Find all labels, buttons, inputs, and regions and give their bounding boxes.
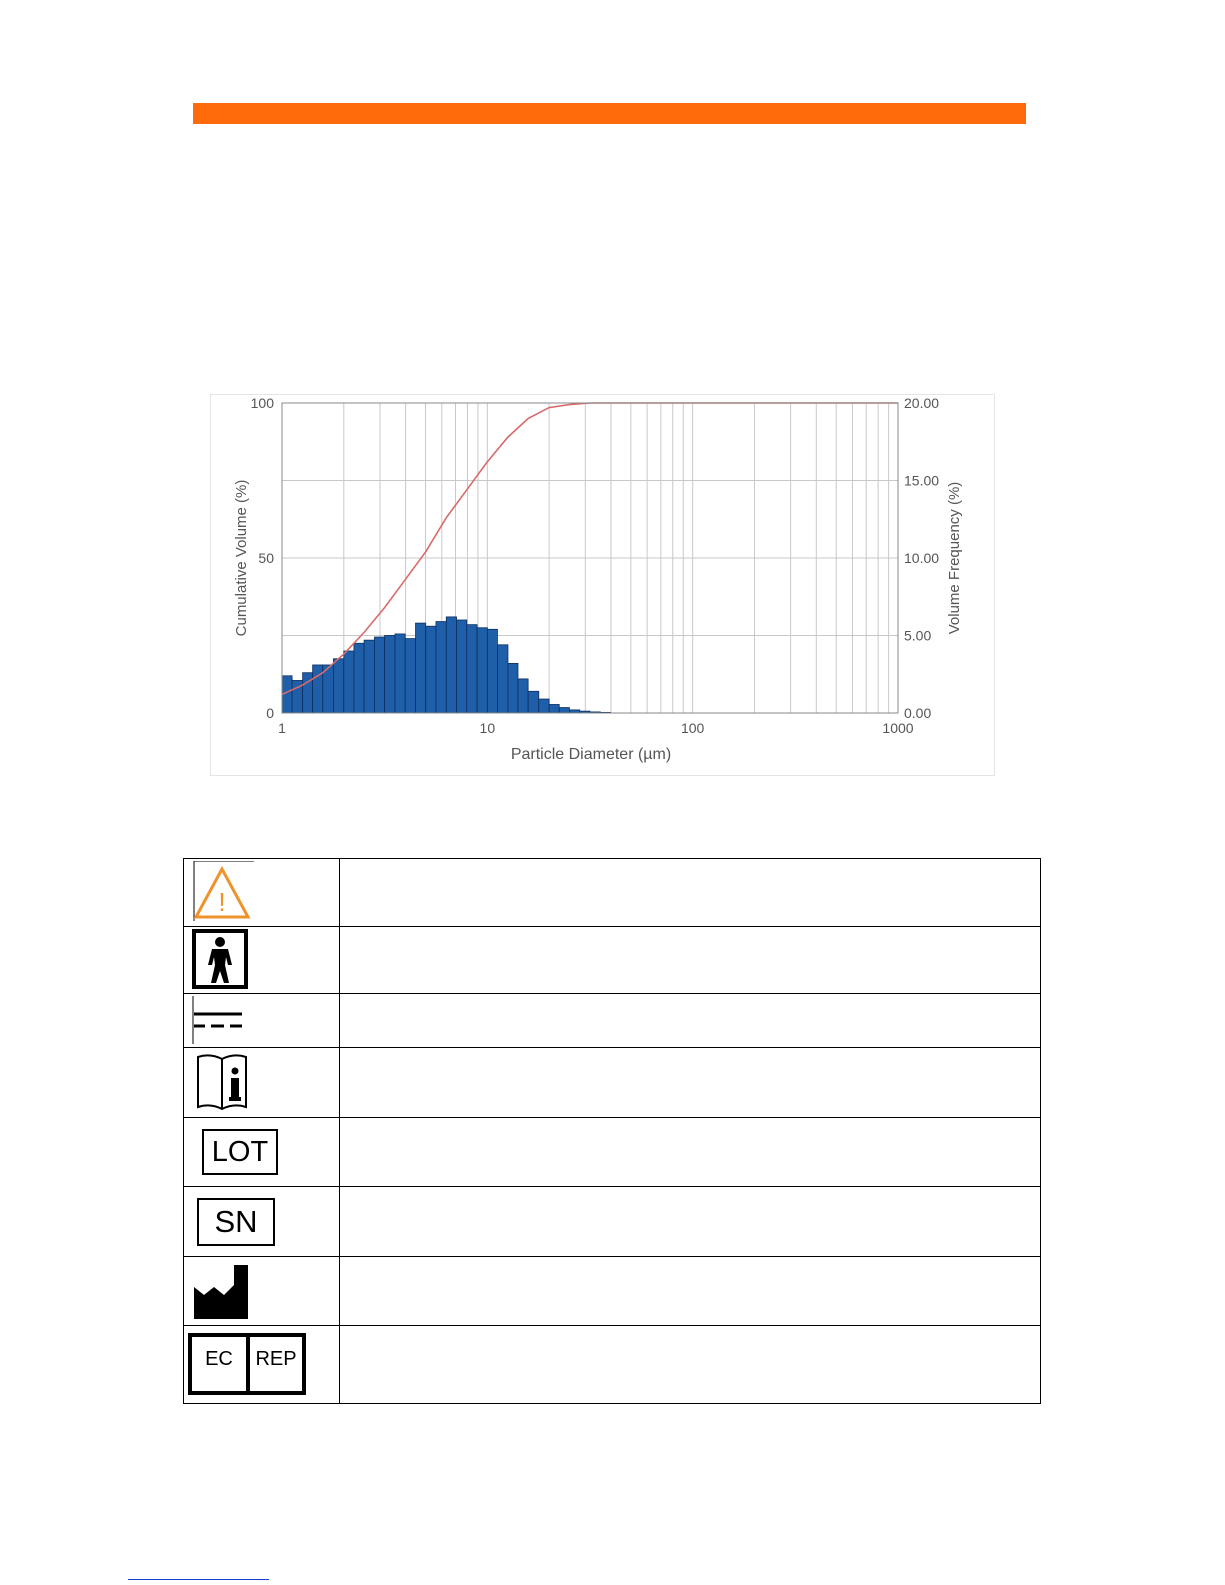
x-tick-label: 1 — [278, 720, 286, 736]
rep-label: REP — [255, 1348, 297, 1370]
y-tick-label: 50 — [258, 550, 274, 566]
warning-triangle-icon — [192, 861, 262, 925]
symbol-row — [184, 1326, 1041, 1404]
symbol-row — [184, 859, 1041, 927]
x-tick-label: 100 — [680, 720, 705, 736]
y2-tick-label: 15.00 — [904, 472, 940, 489]
symbol-row — [184, 927, 1041, 994]
frequency-bar — [426, 626, 436, 713]
symbol-row — [184, 1048, 1041, 1118]
y2-tick-label: 0.00 — [904, 705, 932, 721]
symbol-description — [340, 859, 1041, 927]
ec-rep-icon — [184, 1326, 339, 1403]
direct-current-icon — [192, 996, 252, 1046]
symbol-row — [184, 1187, 1041, 1257]
x-tick-label: 10 — [479, 720, 496, 736]
frequency-bar — [497, 645, 508, 713]
symbol-row — [184, 1257, 1041, 1326]
symbol-cell — [184, 1118, 340, 1187]
frequency-bar — [559, 708, 569, 713]
frequency-bar — [446, 617, 456, 713]
symbol-description — [340, 1048, 1041, 1118]
particle-size-chart — [210, 394, 995, 776]
symbol-row — [184, 1118, 1041, 1187]
x-tick-label: 1000 — [882, 720, 914, 736]
type-bf-applied-part-icon — [192, 929, 252, 991]
symbol-row — [184, 994, 1041, 1048]
frequency-bar — [303, 673, 313, 713]
symbol-description — [340, 1326, 1041, 1404]
frequency-bar — [508, 663, 518, 713]
symbol-description — [340, 1187, 1041, 1257]
frequency-bar — [344, 651, 354, 713]
frequency-bar — [385, 636, 395, 714]
symbol-cell — [184, 859, 340, 927]
frequency-bar — [467, 625, 477, 713]
y-axis-label: Cumulative Volume (%) — [233, 479, 250, 637]
frequency-bar — [313, 665, 323, 713]
frequency-bar — [405, 639, 415, 713]
frequency-bar — [374, 637, 384, 713]
x-axis-label: Particle Diameter (µm) — [510, 746, 672, 763]
frequency-bar — [354, 643, 364, 713]
symbol-cell — [184, 1048, 340, 1118]
serial-number-icon: SN — [197, 1198, 275, 1246]
y2-tick-label: 20.00 — [904, 395, 940, 411]
lot-number-icon: LOT — [202, 1129, 278, 1175]
frequency-bar — [416, 623, 426, 713]
chart-svg — [211, 395, 996, 777]
y-tick-label: 100 — [250, 395, 274, 411]
ec-label: EC — [205, 1348, 233, 1370]
svg-text:!: ! — [218, 887, 226, 917]
symbol-cell — [184, 1187, 340, 1257]
symbol-cell — [184, 1257, 340, 1326]
symbol-description — [340, 994, 1041, 1048]
symbol-cell — [184, 994, 340, 1048]
frequency-bar — [477, 628, 487, 713]
orange-header-bar — [193, 103, 1026, 124]
footer-rule — [128, 1579, 269, 1580]
frequency-bar — [487, 629, 497, 713]
y2-tick-label: 5.00 — [904, 627, 932, 644]
frequency-bar — [457, 620, 467, 713]
frequency-bar — [395, 634, 405, 713]
frequency-bar — [539, 699, 549, 713]
frequency-bar — [436, 622, 446, 713]
frequency-bar — [528, 691, 539, 713]
y2-tick-label: 10.00 — [904, 550, 940, 566]
symbol-cell — [184, 1326, 340, 1404]
frequency-bar — [333, 659, 343, 713]
symbol-cell — [184, 927, 340, 994]
symbol-description — [340, 1257, 1041, 1326]
consult-instructions-icon — [194, 1051, 254, 1115]
symbols-table — [183, 858, 1041, 1404]
frequency-bar — [364, 640, 374, 713]
frequency-bar — [518, 679, 528, 713]
symbol-description — [340, 927, 1041, 994]
y-tick-label: 0 — [266, 705, 274, 721]
symbol-description — [340, 1118, 1041, 1187]
manufacturer-icon — [193, 1263, 253, 1323]
frequency-bar — [549, 704, 559, 713]
y2-axis-label: Volume Frequency (%) — [946, 481, 963, 635]
